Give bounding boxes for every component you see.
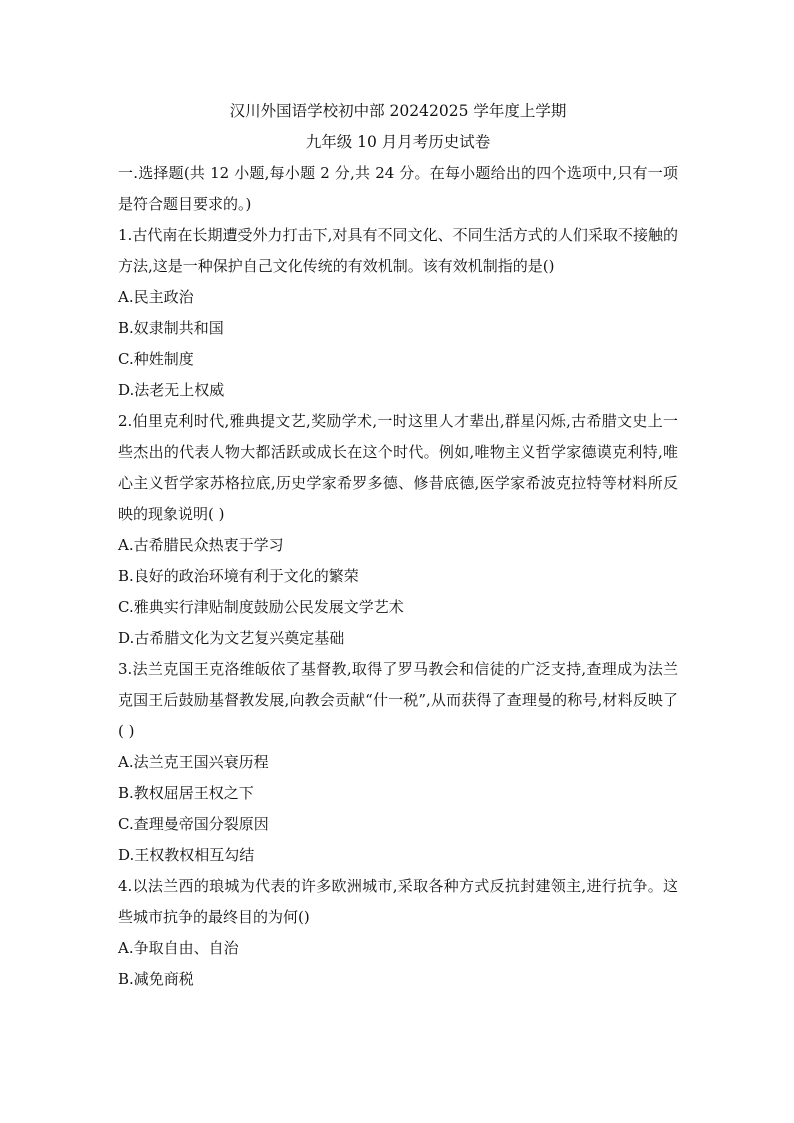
question-stem: 4.以法兰西的琅城为代表的许多欧洲城市,采取各种方式反抗封建领主,进行抗争。这些城市抗争的最终目的为何()	[118, 877, 678, 926]
question-4	[118, 871, 678, 995]
option-d: D.古希腊文化为文艺复兴奠定基础	[118, 629, 345, 647]
exam-content	[118, 96, 678, 995]
question-1	[118, 220, 678, 406]
option-a: A.争取自由、自治	[118, 939, 239, 957]
option-a: A.古希腊民众热衷于学习	[118, 536, 284, 554]
option-b: B.奴隶制共和国	[118, 319, 224, 337]
question-3	[118, 654, 678, 871]
option-b: B.教权屈居王权之下	[118, 784, 254, 802]
question-2	[118, 406, 678, 654]
section-heading: 一.选择题(共 12 小题,每小题 2 分,共 24 分。在每小题给出的四个选项中,只有一项是符合题目要求的。)	[118, 164, 678, 213]
exam-title-subject: 九年级 10 月月考历史试卷	[305, 133, 491, 151]
option-a: A.民主政治	[118, 288, 194, 306]
question-stem: 2.伯里克利时代,雅典提文艺,奖励学术,一时这里人才辈出,群星闪烁,古希腊文史上一些杰出的代表人物大都活跃或成长在这个时代。例如,唯物主义哲学家德谟克利特,唯心主义哲学家苏格拉底,历史学家希罗多德、修昔底德,医学家希波克拉特等材料所反映的现象说明( )	[118, 412, 678, 523]
question-stem: 3.法兰克国王克洛维皈依了基督教,取得了罗马教会和信徒的广泛支持,查理成为法兰克国王后鼓励基督教发展,向教会贡献“什一税”,从而获得了查理曼的称号,材料反映了( )	[118, 660, 678, 740]
question-stem: 1.古代南在长期遭受外力打击下,对具有不同文化、不同生活方式的人们采取不接触的方法,这是一种保护自己文化传统的有效机制。该有效机制指的是()	[118, 226, 678, 275]
option-c: C.查理曼帝国分裂原因	[118, 815, 269, 833]
option-d: D.王权教权相互勾结	[118, 846, 255, 864]
option-c: C.种姓制度	[118, 350, 194, 368]
exam-title-school: 汉川外国语学校初中部 20242025 学年度上学期	[229, 102, 567, 120]
option-a: A.法兰克王国兴衰历程	[118, 753, 269, 771]
option-c: C.雅典实行津贴制度鼓励公民发展文学艺术	[118, 598, 404, 616]
option-d: D.法老无上权威	[118, 381, 225, 399]
option-b: B.减免商税	[118, 970, 194, 988]
option-b: B.良好的政治环境有利于文化的繁荣	[118, 567, 359, 585]
